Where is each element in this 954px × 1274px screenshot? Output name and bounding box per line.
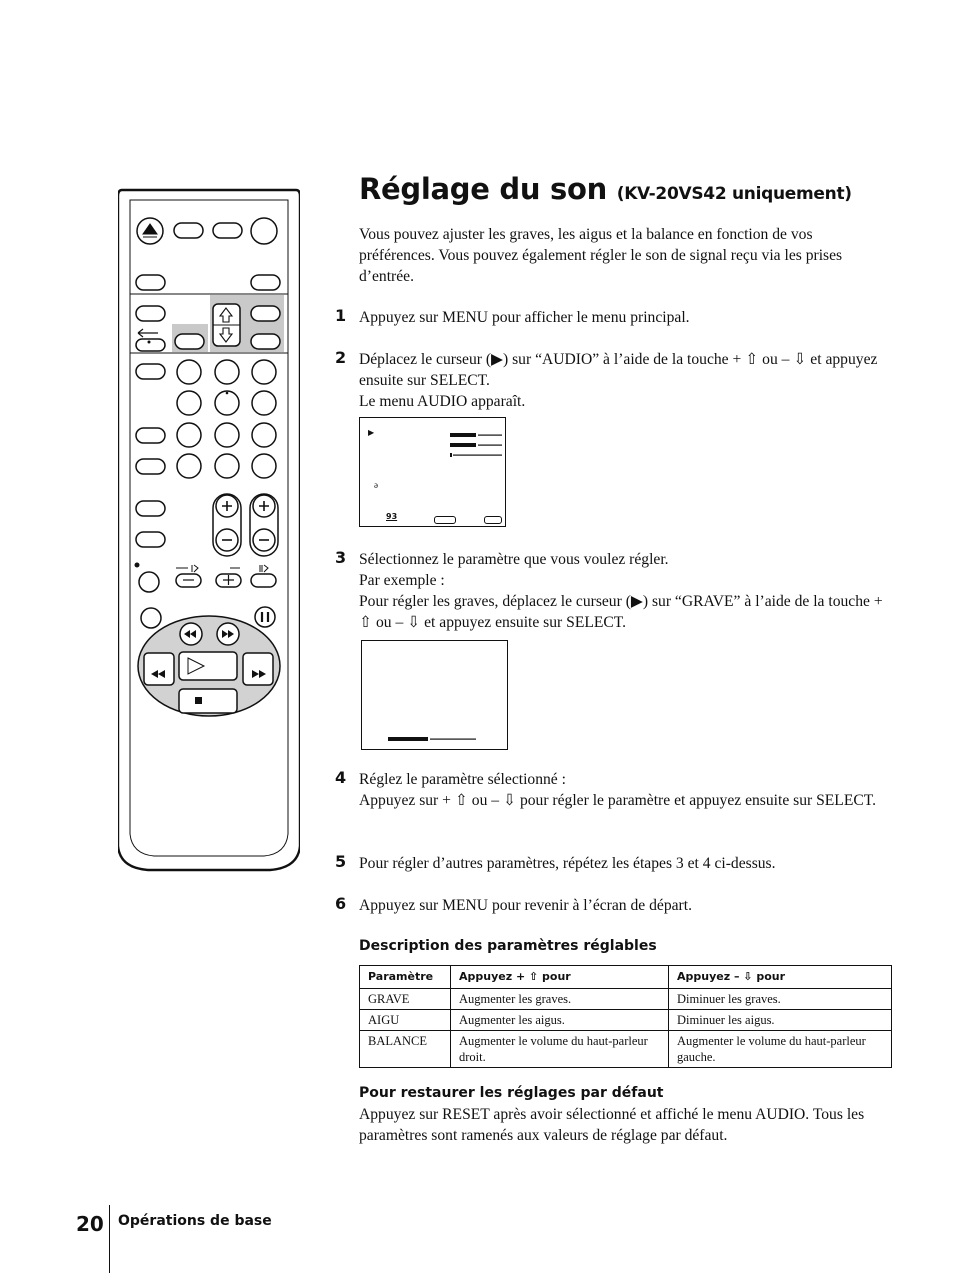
eject-button xyxy=(137,218,163,244)
table-cell: Augmenter les aigus. xyxy=(451,1010,669,1031)
table-header-row xyxy=(360,966,892,989)
table-cell: BALANCE xyxy=(360,1031,451,1068)
cursor-icon: ▶ xyxy=(368,428,375,437)
table-row xyxy=(360,1010,892,1031)
step-number: 4 xyxy=(335,768,347,787)
title-model: (KV-20VS42 uniquement) xyxy=(616,184,852,204)
page-number: 20 xyxy=(76,1212,104,1236)
step-text: Appuyez sur MENU pour afficher le menu principal. xyxy=(359,309,690,326)
step-number: 1 xyxy=(335,306,347,325)
small-glyph: ə xyxy=(374,480,378,490)
step-text: Pour régler les graves, déplacez le curseur (▶) sur “GRAVE” à l’aide de la touche + ⇧ ou – ⇩ et appuyez ensuite sur SELECT. xyxy=(359,593,883,631)
page-title xyxy=(359,172,852,206)
table-row xyxy=(360,1031,892,1068)
screen-corner-label: 93 xyxy=(386,512,398,521)
step-text: Appuyez sur + ⇧ ou – ⇩ pour régler le paramètre et appuyez ensuite sur SELECT. xyxy=(359,792,877,809)
audio-menu-screen xyxy=(359,417,506,527)
column-header: Appuyez – ⇩ pour xyxy=(669,966,892,989)
step-text: Par exemple : xyxy=(359,572,445,589)
reset-text: Appuyez sur RESET après avoir sélectionné et affiché le menu AUDIO. Tous les paramètres sont ramenés aux valeurs de réglage par défaut. xyxy=(359,1106,865,1144)
step-text: Appuyez sur MENU pour revenir à l’écran de départ. xyxy=(359,897,692,914)
step-3 xyxy=(359,549,891,633)
step-number: 6 xyxy=(335,894,347,913)
step-1 xyxy=(359,307,891,328)
title-main: Réglage du son xyxy=(359,172,607,206)
table-cell: GRAVE xyxy=(360,989,451,1010)
step-number: 2 xyxy=(335,348,347,367)
table-cell: Augmenter le volume du haut-parleur droit. xyxy=(451,1031,669,1068)
step-text: Réglez le paramètre sélectionné : xyxy=(359,771,566,788)
step-text: Déplacez le curseur (▶) sur “AUDIO” à l’aide de la touche + ⇧ ou – ⇩ et appuyez ensuite sur SELECT. xyxy=(359,351,878,389)
parameter-table xyxy=(359,965,892,1068)
step-number: 5 xyxy=(335,852,347,871)
table-cell: AIGU xyxy=(360,1010,451,1031)
step-4 xyxy=(359,769,891,811)
level-bar xyxy=(388,737,478,743)
table-cell: Augmenter les graves. xyxy=(451,989,669,1010)
remote-control-illustration xyxy=(118,186,300,872)
step-2 xyxy=(359,349,891,412)
step-6 xyxy=(359,895,891,916)
step-text: Le menu AUDIO apparaît. xyxy=(359,393,526,410)
level-bars xyxy=(450,432,504,460)
table-row xyxy=(360,989,892,1010)
step-text: Pour régler d’autres paramètres, répétez les étapes 3 et 4 ci-dessus. xyxy=(359,855,776,872)
table-cell: Augmenter le volume du haut-parleur gauche. xyxy=(669,1031,892,1068)
column-header: Paramètre xyxy=(360,966,451,989)
reset-heading: Pour restaurer les réglages par défaut xyxy=(359,1085,664,1101)
grave-adjust-screen xyxy=(361,640,508,750)
screen-pill xyxy=(484,516,502,524)
step-5 xyxy=(359,853,891,874)
table-cell: Diminuer les aigus. xyxy=(669,1010,892,1031)
screen-pill xyxy=(434,516,456,524)
table-cell: Diminuer les graves. xyxy=(669,989,892,1010)
step-text: Sélectionnez le paramètre que vous voulez régler. xyxy=(359,551,669,568)
column-header: Appuyez + ⇧ pour xyxy=(451,966,669,989)
table-heading: Description des paramètres réglables xyxy=(359,938,657,954)
footer-section: Opérations de base xyxy=(118,1213,272,1229)
step-number: 3 xyxy=(335,548,347,567)
footer-divider xyxy=(109,1205,110,1273)
intro-paragraph: Vous pouvez ajuster les graves, les aigus et la balance en fonction de vos préférences. Vous pouvez également régler le son de signal reçu via les prises d’entrée. xyxy=(359,226,843,285)
